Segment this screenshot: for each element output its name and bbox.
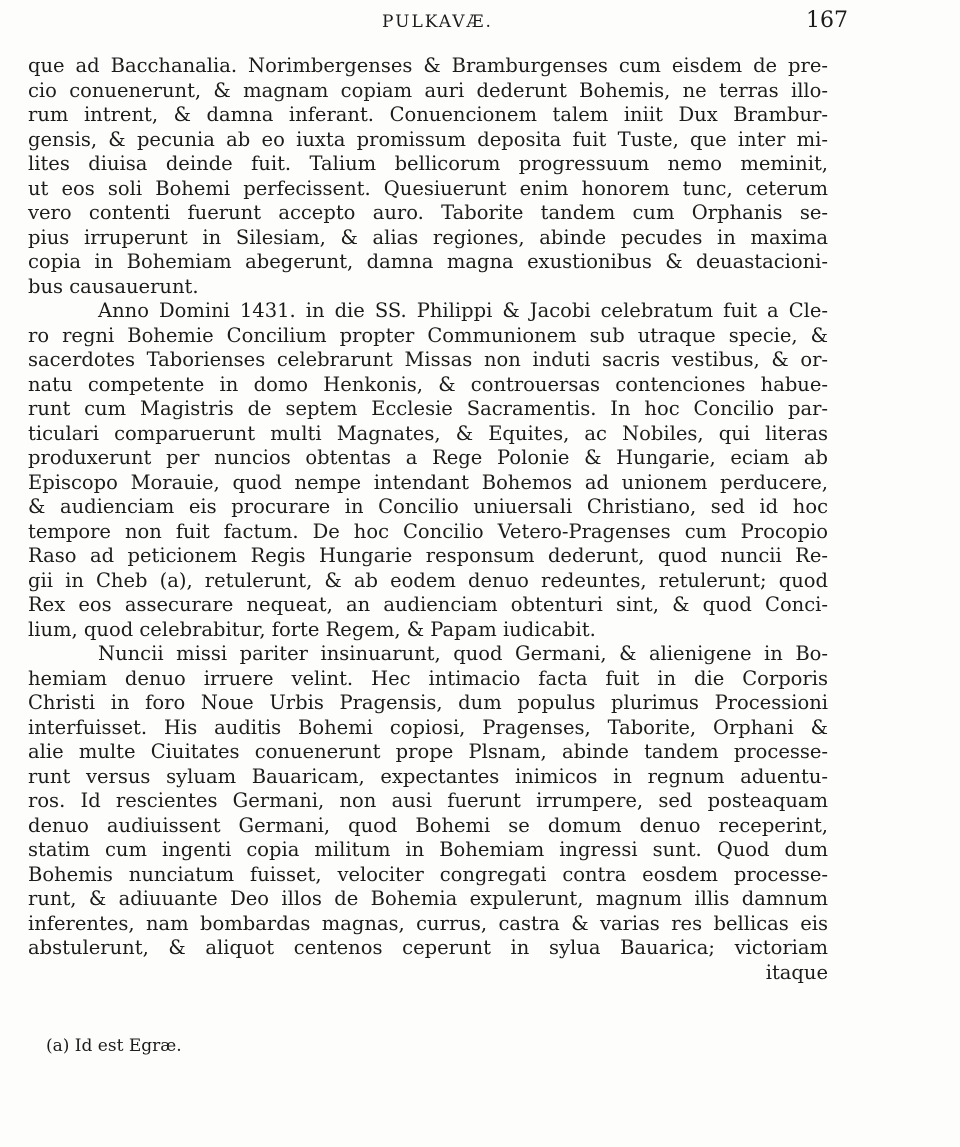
text-line: que ad Bacchanalia. Norimbergenses & Bramburgenses cum eisdem de pre- xyxy=(28,54,828,77)
text-line: Rex eos assecurare nequeat, an audienciam obtenturi sint, & quod Conci- xyxy=(28,593,828,616)
text-line: rum intrent, & damna inferant. Conuencionem talem iniit Dux Brambur- xyxy=(28,103,828,126)
footnote: (a) Id est Egræ. xyxy=(46,1036,182,1056)
text-line: Christi in foro Noue Urbis Pragensis, dum populus plurimus Processioni xyxy=(28,691,828,714)
page-number: 167 xyxy=(806,8,848,33)
text-line: natu competente in domo Henkonis, & controuersas contenciones habue- xyxy=(28,372,828,396)
text-line: & audienciam eis procurare in Concilio uniuersali Christiano, sed id hoc xyxy=(28,495,828,518)
text-line: hemiam denuo irruere velint. Hec intimacio facta fuit in die Corporis xyxy=(28,666,828,690)
text-line: inferentes, nam bombardas magnas, currus, castra & varias res bellicas eis xyxy=(28,911,828,935)
text-line: Bohemis nunciatum fuisset, velociter congregati contra eosdem processe- xyxy=(28,862,828,886)
text-line: gii in Cheb (a), retulerunt, & ab eodem denuo redeuntes, retulerunt; quod xyxy=(28,568,828,592)
text-line: statim cum ingenti copia militum in Bohemiam ingressi sunt. Quod dum xyxy=(28,838,828,861)
text-line: ros. Id rescientes Germani, non ausi fuerunt irrumpere, sed posteaquam xyxy=(28,789,828,812)
text-line: alie multe Ciuitates conuenerunt prope Plsnam, abinde tandem processe- xyxy=(28,740,828,763)
text-line: denuo audiuissent Germani, quod Bohemi se domum denuo receperint, xyxy=(28,813,828,837)
body-text xyxy=(28,54,828,985)
text-line: ticulari comparuerunt multi Magnates, & Equites, ac Nobiles, qui literas xyxy=(28,421,828,445)
text-line: runt cum Magistris de septem Ecclesie Sacramentis. In hoc Concilio par- xyxy=(28,397,828,420)
text-line: runt, & adiuuante Deo illos de Bohemia expulerunt, magnum illis damnum xyxy=(28,887,828,910)
catchword: itaque xyxy=(765,960,828,984)
paragraph-first-line: Nuncii missi pariter insinuarunt, quod Germani, & alienigene in Bo- xyxy=(98,642,828,665)
text-line: lium, quod celebrabitur, forte Regem, & Papam iudicabit. xyxy=(28,617,596,641)
text-line: produxerunt per nuncios obtentas a Rege Polonie & Hungarie, eciam ab xyxy=(28,446,828,469)
text-line: bus causauerunt. xyxy=(28,274,199,298)
text-line: runt versus syluam Bauaricam, expectantes inimicos in regnum aduentu- xyxy=(28,764,828,788)
text-line: lites diuisa deinde fuit. Talium bellicorum progressuum nemo meminit, xyxy=(28,152,828,175)
text-line: tempore non fuit factum. De hoc Concilio Vetero-Pragenses cum Procopio xyxy=(28,519,828,543)
text-line: Episcopo Morauie, quod nempe intendant Bohemos ad unionem perducere, xyxy=(28,470,828,494)
text-line: pius irruperunt in Silesiam, & alias regiones, abinde pecudes in maxima xyxy=(28,225,828,249)
text-line: cio conuenerunt, & magnam copiam auri dederunt Bohemis, ne terras illo- xyxy=(28,78,828,102)
running-head xyxy=(0,8,960,38)
text-line: vero contenti fuerunt accepto auro. Taborite tandem cum Orphanis se- xyxy=(28,201,828,224)
text-line: Raso ad peticionem Regis Hungarie responsum dederunt, quod nuncii Re- xyxy=(28,544,828,567)
text-line: sacerdotes Taborienses celebrarunt Missas non induti sacris vestibus, & or- xyxy=(28,348,828,371)
text-line: copia in Bohemiam abegerunt, damna magna exustionibus & deuastacioni- xyxy=(28,250,828,273)
text-line: abstulerunt, & aliquot centenos ceperunt in sylua Bauarica; victoriam xyxy=(28,936,828,959)
running-title: PULKAVÆ. xyxy=(382,12,493,32)
text-line: interfuisset. His auditis Bohemi copiosi, Pragenses, Taborite, Orphani & xyxy=(28,715,828,739)
text-line: ut eos soli Bohemi perfecissent. Quesiuerunt enim honorem tunc, ceterum xyxy=(28,176,828,200)
text-line: gensis, & pecunia ab eo iuxta promissum deposita fuit Tuste, que inter mi- xyxy=(28,127,828,151)
paragraph-first-line: Anno Domini 1431. in die SS. Philippi & Jacobi celebratum fuit a Cle- xyxy=(98,299,828,322)
text-line: ro regni Bohemie Concilium propter Communionem sub utraque specie, & xyxy=(28,323,828,347)
